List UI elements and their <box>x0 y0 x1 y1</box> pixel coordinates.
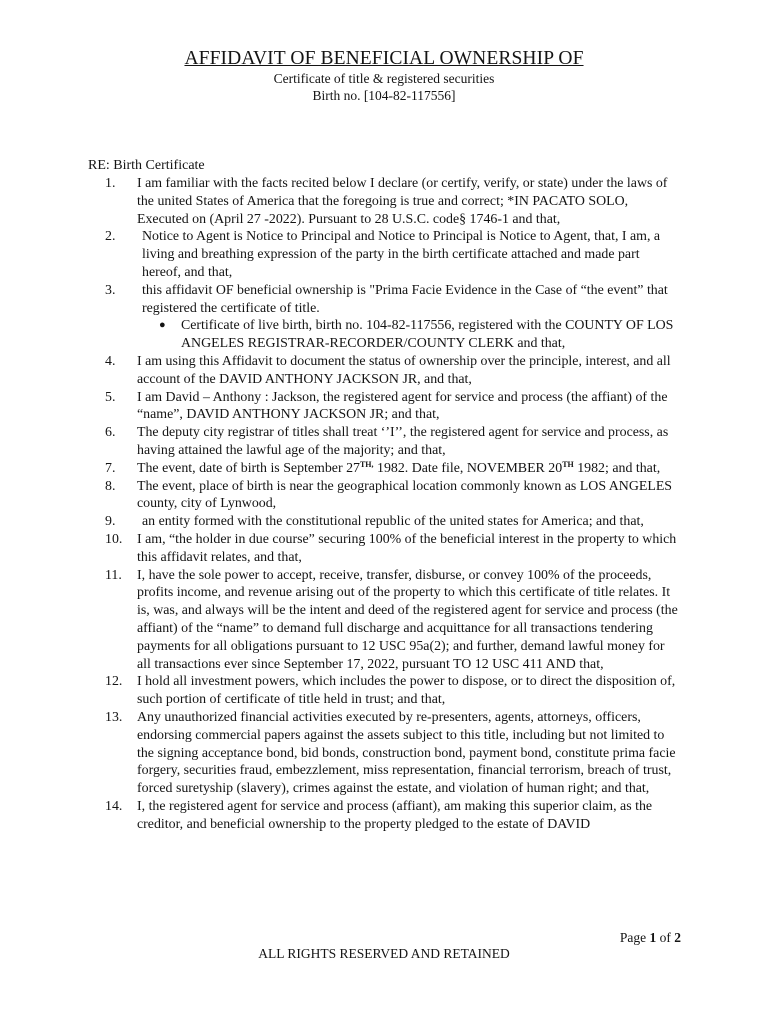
item-number: 5. <box>105 389 116 405</box>
item-text: The deputy city registrar of titles shall treat ‘’I’’, the registered agent for service and process, as having attained the lawful age of the majority; and that, <box>137 425 669 458</box>
item-text: I hold all investment powers, which includes the power to dispose, or to direct the disposition of, such portion of certificate of title held in trust; and that, <box>137 674 676 708</box>
item-text: I, the registered agent for service and process (affiant), am making this superior claim, as the creditor, and beneficial ownership to the property pledged to the estate of DAVID <box>137 798 653 832</box>
item-number: 12. <box>105 674 123 690</box>
ordinal-superscript: TH <box>562 459 574 469</box>
item-number: 14. <box>105 798 123 814</box>
numbered-list <box>105 175 680 833</box>
page-of: of <box>659 930 671 945</box>
item-number: 3. <box>105 282 116 298</box>
list-item <box>105 389 680 425</box>
page-number <box>620 929 681 946</box>
page-current: 1 <box>649 930 657 945</box>
item-number: 6. <box>105 425 116 441</box>
list-item <box>105 513 680 531</box>
document-subtitle: Certificate of title & registered securities <box>273 71 495 86</box>
bullet-text: Certificate of live birth, birth no. 104-82-117556, registered with the COUNTY OF LOS ANGELES REGISTRAR-RECORDER/COUNTY CLERK and that, <box>181 318 674 352</box>
re-line: RE: Birth Certificate <box>88 158 205 173</box>
date-of-birth-text: The event, date of birth is September 27 <box>137 460 360 476</box>
list-item <box>105 424 680 460</box>
list-item <box>105 567 680 674</box>
item-number: 1. <box>105 176 116 191</box>
item-text: an entity formed with the constitutional republic of the united states for America; and that, <box>142 514 644 530</box>
bullet-icon: ● <box>159 319 166 332</box>
item-text: this affidavit OF beneficial ownership is "Prima Facie Evidence in the Case of “the event” that registered the certificate of title. <box>142 282 668 316</box>
list-item <box>105 460 680 478</box>
item-text <box>137 460 680 478</box>
item-text: I am, “the holder in due course” securing 100% of the beneficial interest in the property to which this affidavit relates, and that, <box>137 531 677 565</box>
list-item <box>105 228 680 281</box>
list-item <box>105 798 680 834</box>
item-text: The event, place of birth is near the geographical location commonly known as LOS ANGELES county, city of Lynwood, <box>137 478 673 512</box>
bullet-item <box>105 317 680 353</box>
item-text: I am familiar with the facts recited below I declare (or certify, verify, or state) under the laws of the united States of America that the foregoing is true and correct; *IN PACATO SOLO, Executed on (April 27 -2022). Pursuant to 28 U.S.C. code§ 1746-1 and that, <box>137 176 668 227</box>
list-item <box>105 531 680 567</box>
rights-footer: ALL RIGHTS RESERVED AND RETAINED <box>258 946 510 961</box>
item-number: 4. <box>105 353 116 369</box>
item-text: I, have the sole power to accept, receive, transfer, disburse, or convey 100% of the proceeds, profits income, and revenue arising out of the property to which this certificate of title relates. It is, was, and always will be the intent and deed of the registered agent for service and process (the affiant) of the “name” to demand full discharge and acquittance for all transactions tendering payments for all obligations pursuant to 12 USC 95a(2); and further, demand lawful money for all transactions ever since September 17, 2022, pursuant TO 12 USC 411 AND that, <box>137 567 678 672</box>
item-number: 8. <box>105 478 116 494</box>
date-filed-text: 1982. Date file, NOVEMBER 20 <box>373 460 563 476</box>
item-number: 2. <box>105 229 116 245</box>
list-item <box>105 353 680 389</box>
document-title: AFFIDAVIT OF BENEFICIAL OWNERSHIP OF <box>184 48 584 69</box>
list-item <box>105 175 680 228</box>
item-text: I am using this Affidavit to document the status of ownership over the principle, interest, and all account of the DAVID ANTHONY JACKSON JR, and that, <box>137 353 671 387</box>
list-item <box>105 709 680 798</box>
item-number: 10. <box>105 531 123 547</box>
birth-number-line: Birth no. [104-82-117556] <box>312 88 456 103</box>
list-item <box>105 478 680 514</box>
item-text: I am David – Anthony : Jackson, the registered agent for service and process (the affiant) of the “name”, DAVID ANTHONY JACKSON JR; and that, <box>137 389 668 423</box>
item-number: 7. <box>105 460 116 476</box>
page-total: 2 <box>674 930 681 945</box>
item-number: 13. <box>105 709 123 725</box>
list-item <box>105 673 680 709</box>
item-number: 11. <box>105 567 122 583</box>
item-text: Any unauthorized financial activities executed by re-presenters, agents, attorneys, officers, endorsing commercial papers against the assets subject to this title, including but not limited to the signing acceptance bond, bid bonds, construction bond, payment bond, constitute prima facie forgery, securities fraud, embezzlement, miss representation, financial terrorism, breach of trust, forced suretyship (slavery), crimes against the estate, and violation of human right; and that, <box>137 709 676 797</box>
list-item <box>105 282 680 318</box>
page-word: Page <box>619 930 647 945</box>
item-tail-text: 1982; and that, <box>573 460 661 476</box>
item-text: Notice to Agent is Notice to Principal and Notice to Principal is Notice to Agent, that, I am, a living and breathing expression of the party in the birth certificate attached and made part hereof, and that, <box>142 229 661 280</box>
ordinal-superscript: TH, <box>359 459 374 469</box>
item-number: 9. <box>105 514 116 530</box>
